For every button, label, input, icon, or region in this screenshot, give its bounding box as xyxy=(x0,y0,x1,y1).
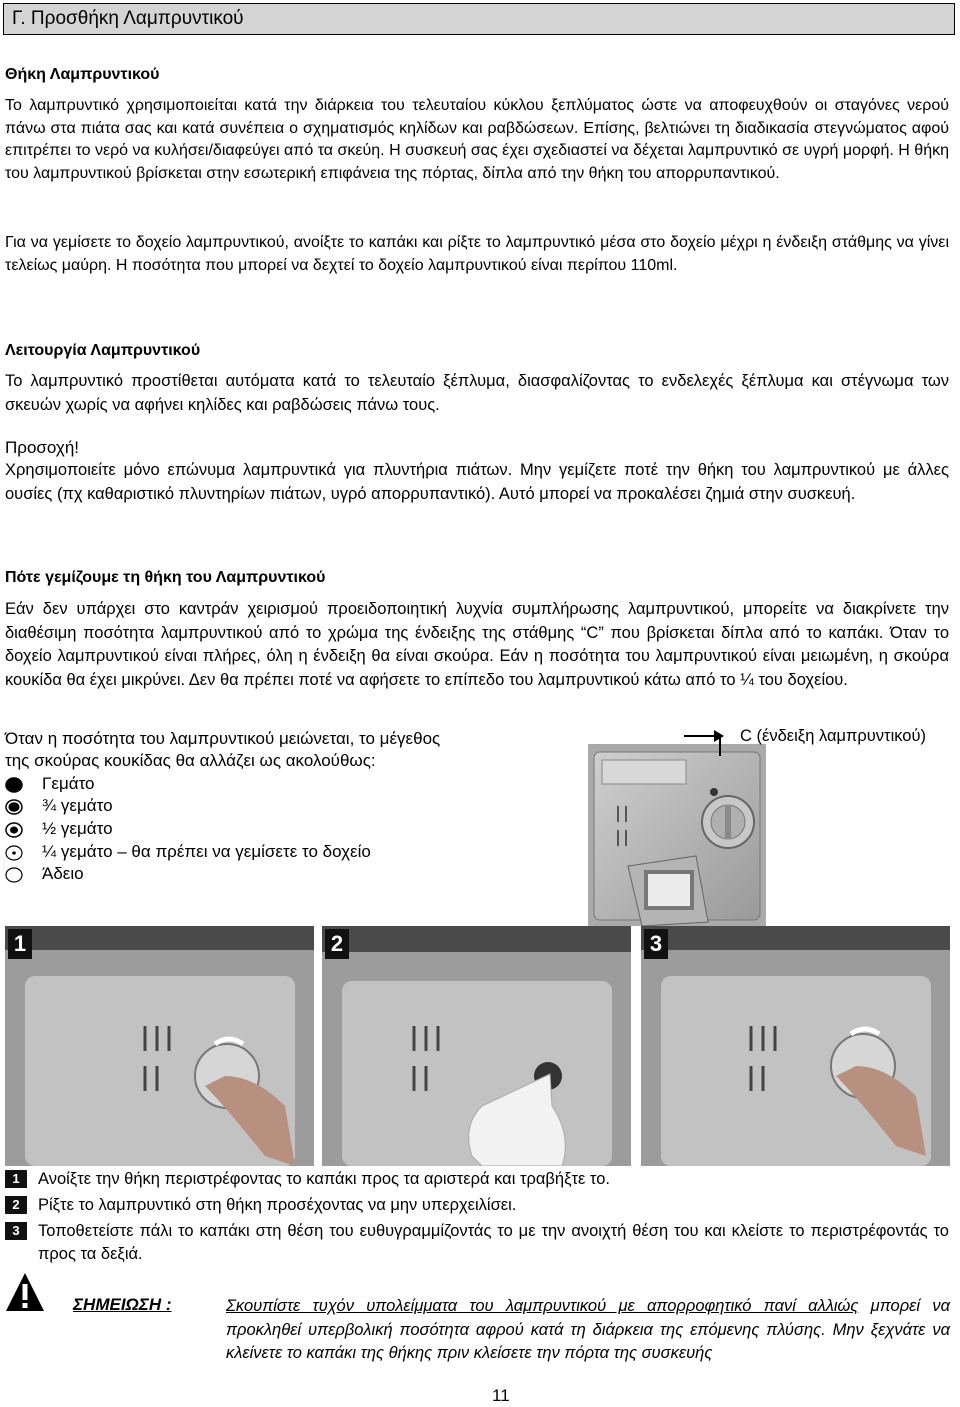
level-indicator-c xyxy=(710,788,718,796)
paragraph-when-to-fill: Εάν δεν υπάρχει στο καντράν χειρισμού προειδοποιητική λυχνία συμπλήρωσης λαμπρυντικού, μπορείτε να διακρίνετε την διαθέσιμη ποσότητα λαμπρυντικού από το χρώμα της ένδειξης της στάθμης “C” που βρίσκεται δίπλα από το καπάκι. Όταν το δοχείο λαμπρυντικού είναι πλήρες, όλη η ένδειξη θα είναι σκούρα. Εάν η ποσότητα του λαμπρυντικού είναι μειωμένη, η σκούρα κουκίδα θα έχει μικρύνει. Δεν θα πρέπει ποτέ να αφήσετε το επίπεδο του λαμπρυντικού κάτω από το ¼ του δοχείου. xyxy=(5,600,949,689)
note-text xyxy=(226,1295,950,1366)
dispenser-illustration xyxy=(588,726,960,926)
heading-rinse-aid-dispenser: Θήκη Λαμπρυντικού xyxy=(5,66,160,83)
step-3 xyxy=(5,1220,949,1266)
heading-when-to-fill: Πότε γεμίζουμε τη θήκη του Λαμπρυντικού xyxy=(5,569,326,586)
step-number-2: 2 xyxy=(5,1196,27,1214)
section-title: Γ. Προσθήκη Λαμπρυντικού xyxy=(12,8,244,29)
level-empty-icon xyxy=(5,867,23,883)
step-photo-1 xyxy=(5,926,314,1166)
paragraph-dispenser-intro: Το λαμπρυντικό χρησιμοποιείται κατά την διάρκεια του τελευταίου κύκλου ξεπλύματος ώστε να αποφευχθούν οι σταγόνες νερού πάνω στα πιάτα σας και κατά συνέπεια ο σχηματισμός κηλίδων και ραβδώσεων. Επίσης, βελτιώνει τη διαδικασία στεγνώματος αφού επιτρέπει το νερό να κυλήσει/διαφεύγει από τα σκεύη. Η συσκευή σας έχει σχεδιαστεί να δέχεται λαμπρυντικό σε υγρή μορφή. Η θήκη του λαμπρυντικού βρίσκεται στην εσωτερική επιφάνεια της πόρτας, δίπλα από την θήκη του απορρυπαντικού. xyxy=(5,97,949,182)
warning-triangle-icon xyxy=(5,1271,45,1313)
level-quarter-icon xyxy=(5,845,23,861)
warning-title: Προσοχή! xyxy=(5,438,79,457)
level-three-quarters-icon xyxy=(5,799,23,815)
page-number: 11 xyxy=(492,1386,510,1405)
levels-intro-line1: Όταν η ποσότητα του λαμπρυντικού μειώνεται, το μέγεθος xyxy=(5,729,441,748)
step-photo-2 xyxy=(322,926,631,1166)
note-first-line: Σκουπίστε τυχόν υπολείμματα του λαμπρυντικού με απορροφητικό πανί αλλιώς xyxy=(226,1297,859,1315)
level-half-icon xyxy=(5,822,23,838)
photo-badge-3: 3 xyxy=(644,929,668,959)
photo-badge-2: 2 xyxy=(325,929,349,959)
step-1 xyxy=(5,1168,949,1190)
paragraph-function: Το λαμπρυντικό προστίθεται αυτόματα κατά το τελευταίο ξέπλυμα, διασφαλίζοντας το ενδελεχές ξέπλυμα και στέγνωμα των σκευών χωρίς να αφήνει κηλίδες και ραβδώσεις πάνω τους. xyxy=(5,372,949,414)
section-header xyxy=(3,3,955,35)
step-number-1: 1 xyxy=(5,1170,27,1188)
heading-rinse-aid-function: Λειτουργία Λαμπρυντικού xyxy=(5,342,201,359)
step-text-1: Ανοίξτε την θήκη περιστρέφοντας το καπάκι προς τα αριστερά και τραβήξτε το. xyxy=(38,1170,610,1188)
note-label: ΣΗΜΕΙΩΣΗ : xyxy=(73,1295,172,1314)
step-2 xyxy=(5,1194,949,1216)
note-rest: μπορεί να προκληθεί υπερβολική ποσότητα αφρού κατά τη διάρκεια της επόμενης πλύσης. Μην ξεχνάτε να κλείνετε το καπάκι της θήκης πριν κλείσετε την πόρτα της συσκευής xyxy=(226,1297,950,1362)
step-text-3: Τοποθετείστε πάλι το καπάκι στη θέση του ευθυγραμμίζοντάς το με την ανοιχτή θέση του και κλείστε το περιστρέφοντάς το προς τα δεξιά. xyxy=(38,1222,949,1263)
step-number-3: 3 xyxy=(5,1222,27,1240)
step-text-2: Ρίξτε το λαμπρυντικό στη θήκη προσέχοντας να μην υπερχειλίσει. xyxy=(38,1196,517,1214)
indicator-callout: C (ένδειξη λαμπρυντικού) xyxy=(740,727,926,745)
photo-badge-1: 1 xyxy=(8,929,32,959)
paragraph-dispenser-fill: Για να γεμίσετε το δοχείο λαμπρυντικού, ανοίξτε το καπάκι και ρίξτε το λαμπρυντικό μέσα στο δοχείο μέχρι η ένδειξη στάθμης να γίνει τελείως μαύρη. Η ποσότητα που μπορεί να δεχτεί το δοχείο λαμπρυντικού είναι περίπου 110ml. xyxy=(5,234,949,274)
level-full-icon xyxy=(5,777,23,793)
step-photo-3 xyxy=(641,926,950,1166)
paragraph-warning: Χρησιμοποιείτε μόνο επώνυμα λαμπρυντικά για πλυντήρια πιάτων. Μην γεμίζετε ποτέ την θήκη του λαμπρυντικού με άλλες ουσίες (πχ καθαριστικό πλυντηρίων πιάτων, υγρό απορρυπαντικό). Αυτό μπορεί να προκαλέσει ζημιά στην συσκευή. xyxy=(5,461,949,503)
levels-intro-line2: της σκούρας κουκίδας θα αλλάζει ως ακολούθως: xyxy=(5,751,376,770)
